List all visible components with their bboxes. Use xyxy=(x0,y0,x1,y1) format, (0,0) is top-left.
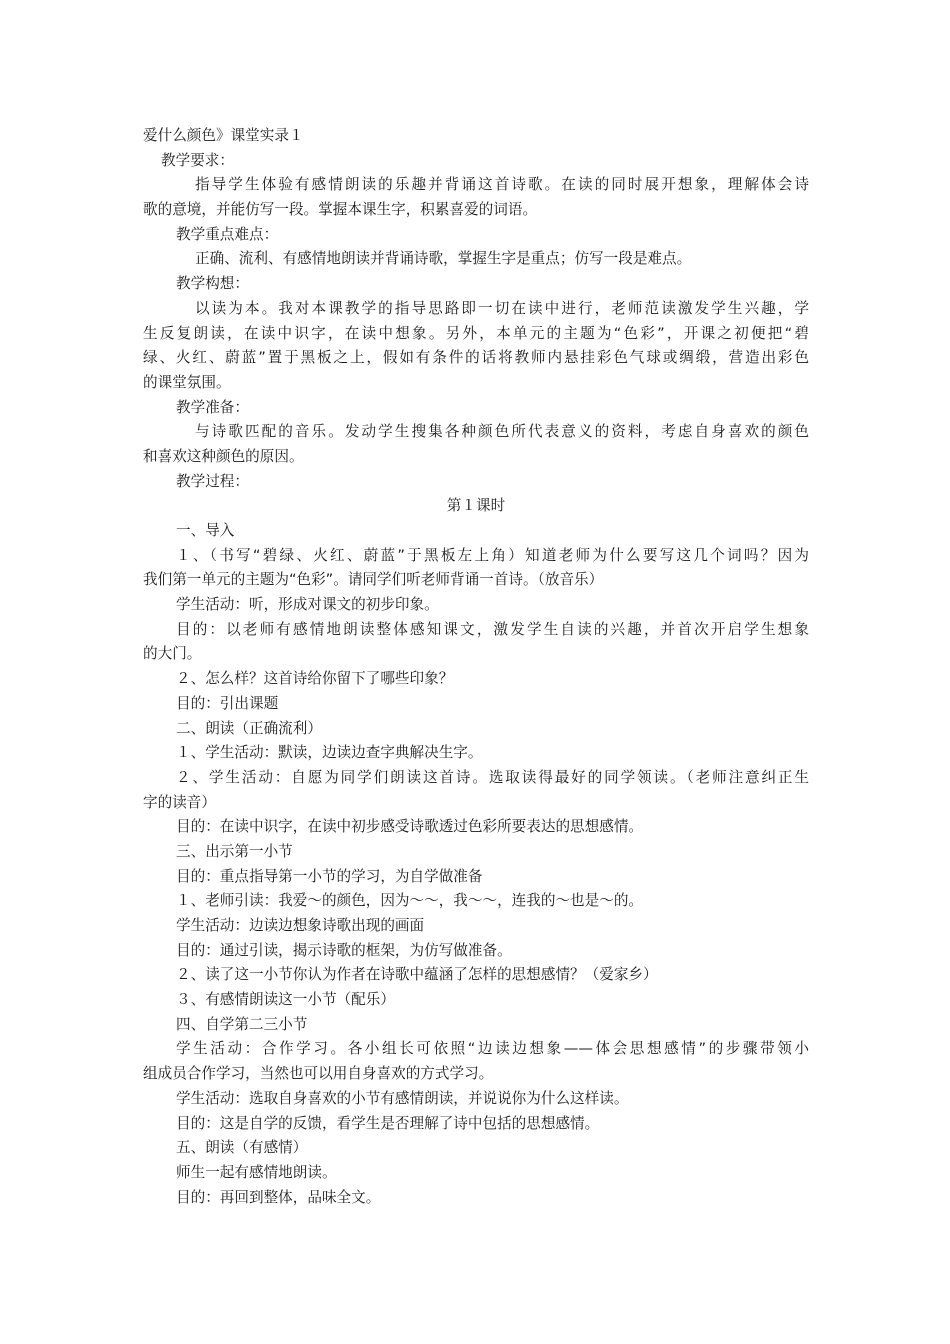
paragraph-line: 目的：这是自学的反馈，看学生是否理解了诗中包括的思想感情。 xyxy=(176,1114,600,1132)
paragraph-line: 绿、火红、蔚蓝”置于黑板之上，假如有条件的话将教师内悬挂彩色气球或绸缎，营造出彩色 xyxy=(143,349,809,367)
paragraph-line: 字的读音） xyxy=(143,793,216,811)
paragraph-line: 学生活动：边读边想象诗歌出现的画面 xyxy=(176,917,425,934)
document-title: 爱什么颜色》课堂实录１ xyxy=(143,127,304,144)
paragraph-line: 与诗歌匹配的音乐。发动学生搜集各种颜色所代表意义的资料，考虑自身喜欢的颜色 xyxy=(195,423,809,441)
section-heading: 三、出示第一小节 xyxy=(176,842,293,860)
paragraph-line: 目的：在读中识字，在读中初步感受诗歌透过色彩所要表达的思想感情。 xyxy=(176,818,644,836)
section-heading: 教学过程： xyxy=(176,472,249,490)
section-heading: 五、朗读（有感情） xyxy=(176,1139,308,1157)
lesson-heading: 第１课时 xyxy=(446,497,506,515)
paragraph-line: 目的：重点指导第一小节的学习，为自学做准备 xyxy=(176,867,483,885)
paragraph-line: ２、怎么样？这首诗给你留下了哪些印象？ xyxy=(176,670,454,688)
paragraph-line: 学生活动：听，形成对课文的初步印象。 xyxy=(176,596,439,614)
paragraph-line: ３、有感情朗读这一小节（配乐） xyxy=(176,991,395,1009)
paragraph-line: 指导学生体验有感情朗读的乐趣并背诵这首诗歌。在读的同时展开想象，理解体会诗 xyxy=(195,176,809,194)
paragraph-line: 学生活动：选取自身喜欢的小节有感情朗读，并说说你为什么这样读。 xyxy=(176,1089,629,1107)
paragraph-line: 师生一起有感情地朗读。 xyxy=(176,1163,337,1181)
paragraph-line: 生反复朗读，在读中识字，在读中想象。另外，本单元的主题为“色彩”，开课之初便把“碧 xyxy=(143,324,809,342)
paragraph-line: 歌的意境，并能仿写一段。掌握本课生字，积累喜爱的词语。 xyxy=(143,201,538,219)
paragraph-line: 的大门。 xyxy=(143,645,202,663)
section-heading: 教学要求： xyxy=(161,151,234,169)
paragraph-line: 正确、流利、有感情地朗读并背诵诗歌，掌握生字是重点；仿写一段是难点。 xyxy=(195,250,692,268)
section-heading: 二、朗读（正确流利） xyxy=(176,719,322,737)
paragraph-line: 组成员合作学习，当然也可以用自身喜欢的方式学习。 xyxy=(143,1065,494,1083)
section-heading: 一、导入 xyxy=(176,522,235,539)
section-heading: 教学准备： xyxy=(176,398,249,416)
paragraph-line: １、学生活动：默读，边读边查字典解决生字。 xyxy=(176,744,483,762)
paragraph-line: 目的：引出课题 xyxy=(176,694,279,712)
paragraph-line: ２、读了这一小节你认为作者在诗歌中蕴涵了怎样的思想感情？（爱家乡） xyxy=(176,966,658,984)
paragraph-line: 学生活动：合作学习。各小组长可依照“边读边想象——体会思想感情”的步骤带领小 xyxy=(176,1040,809,1058)
paragraph-line: 的课堂氛围。 xyxy=(143,373,231,391)
section-heading: 教学重点难点： xyxy=(176,225,279,243)
paragraph-line: １、（书写“碧绿、火红、蔚蓝”于黑板左上角）知道老师为什么要写这几个词吗？因为 xyxy=(176,546,809,564)
document-body xyxy=(143,124,809,1210)
section-heading: 四、自学第二三小节 xyxy=(176,1015,308,1033)
paragraph-line: 目的：以老师有感情地朗读整体感知课文，激发学生自读的兴趣，并首次开启学生想象 xyxy=(176,620,809,638)
paragraph-line: 我们第一单元的主题为“色彩”。请同学们听老师背诵一首诗。（放音乐） xyxy=(143,571,604,589)
paragraph-line: １、老师引读：我爱～的颜色，因为～～，我～～，连我的～也是～的。 xyxy=(176,892,644,910)
paragraph-line: 和喜欢这种颜色的原因。 xyxy=(143,447,304,465)
paragraph-line: 目的：通过引读，揭示诗歌的框架，为仿写做准备。 xyxy=(176,941,512,959)
paragraph-line: ２、学生活动：自愿为同学们朗读这首诗。选取读得最好的同学领读。（老师注意纠正生 xyxy=(176,768,809,786)
paragraph-line: 目的：再回到整体，品味全文。 xyxy=(176,1188,381,1206)
paragraph-line: 以读为本。我对本课教学的指导思路即一切在读中进行，老师范读激发学生兴趣，学 xyxy=(195,299,809,317)
section-heading: 教学构想： xyxy=(176,275,249,293)
